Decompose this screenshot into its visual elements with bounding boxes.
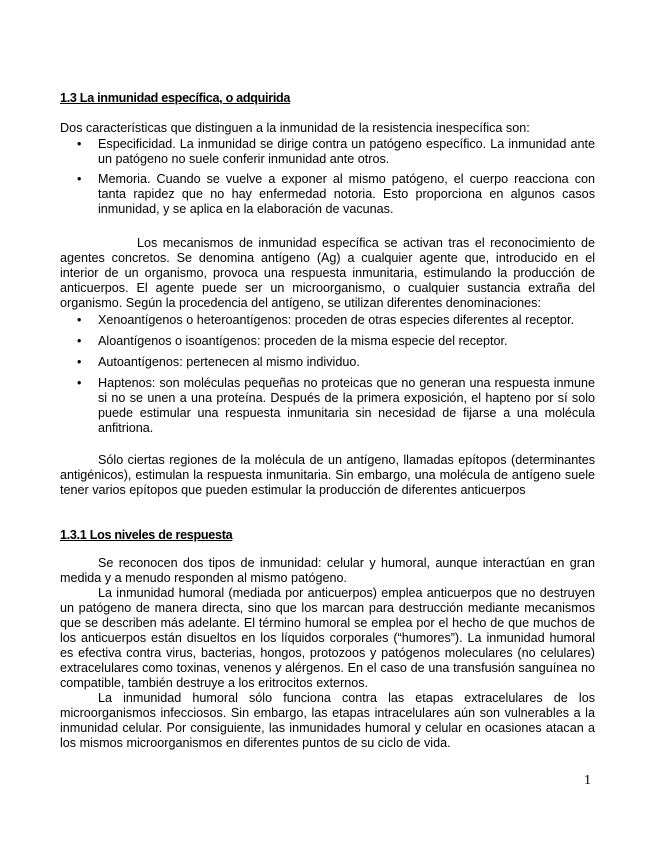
bullet-icon: • — [77, 376, 82, 390]
response-paragraph: Se reconocen dos tipos de inmunidad: celular y humoral, aunque interactúan en gran medida y a menudo responden al mismo patógeno. — [60, 556, 595, 585]
list-item: • Autoantígenos: pertenecen al mismo individuo. — [77, 355, 360, 369]
antigen-types-list — [60, 313, 595, 436]
bullet-icon: • — [77, 313, 82, 327]
response-paragraph: La inmunidad humoral (mediada por anticuerpos) emplea anticuerpos que no destruyen un patógeno de manera directa, sino que los marcan para destrucción mediante mecanismos que se describen más adelante. El término humoral se emplea por el hecho de que muchos de los anticuerpos están disueltos en los líquidos corporales (“humores”). La inmunidad humoral es efectiva contra virus, bacterias, hongos, protozoos y patógenos moleculares (no celulares) extracelulares como toxinas, venenos y alérgenos. En el caso de una transfusión sanguínea no compatible, también destruye a los eritrocitos externos. — [60, 586, 595, 690]
characteristics-list — [60, 137, 595, 217]
section-heading: 1.3 La inmunidad específica, o adquirida — [60, 91, 291, 105]
bullet-icon: • — [77, 355, 82, 369]
bullet-icon: • — [77, 137, 82, 151]
list-item: • Especificidad. La inmunidad se dirige contra un patógeno específico. La inmunidad ante un patógeno no suele conferir inmunidad ante otros. — [77, 137, 595, 166]
bullet-icon: • — [77, 334, 82, 348]
response-paragraph: La inmunidad humoral sólo funciona contra las etapas extracelulares de los microorganismos infecciosos. Sin embargo, las etapas intracelulares aún son vulnerables a la inmunidad celular. Por consiguiente, las inmunidades humoral y celular en ocasiones atacan a los mismos microorganismos en diferentes puntos de su ciclo de vida. — [60, 691, 595, 750]
mechanisms-paragraph: Los mecanismos de inmunidad específica se activan tras el reconocimiento de agentes concretos. Se denomina antígeno (Ag) a cualquier agente que, introducido en el interior de un organismo, provoca una respuesta inmunitaria, estimulando la producción de anticuerpos. El agente puede ser un microorganismo, o cualquier sustancia extraña del organismo. Según la procedencia del antígeno, se utilizan diferentes denominaciones: — [60, 236, 595, 310]
page-number: 1 — [584, 773, 591, 788]
bullet-icon: • — [77, 172, 82, 186]
list-item: • Xenoantígenos o heteroantígenos: proceden de otras especies diferentes al receptor. — [77, 313, 575, 327]
list-item: • Aloantígenos o isoantígenos: proceden de la misma especie del receptor. — [77, 334, 508, 348]
epitopes-paragraph: Sólo ciertas regiones de la molécula de un antígeno, llamadas epítopos (determinantes antigénicos), estimulan la respuesta inmunitaria. Sin embargo, una molécula de antígeno suele tener varios epítopos que pueden estimular la producción de diferentes anticuerpos — [60, 453, 595, 497]
list-item: • Haptenos: son moléculas pequeñas no proteicas que no generan una respuesta inmune si no se unen a una proteína. Después de la primera exposición, el hapteno por sí solo puede estimular una respuesta inmunitaria sin necesidad de fijarse a una molécula anfitriona. — [77, 376, 595, 435]
response-section — [60, 556, 595, 751]
subsection-heading: 1.3.1 Los niveles de respuesta — [60, 528, 233, 542]
intro-paragraph: Dos características que distinguen a la inmunidad de la resistencia inespecífica son: — [60, 121, 530, 135]
list-item: • Memoria. Cuando se vuelve a exponer al mismo patógeno, el cuerpo reacciona con tanta rapidez que no hay enfermedad notoria. Esto proporciona en algunos casos inmunidad, y se aplica en la elaboración de vacunas. — [77, 172, 595, 216]
